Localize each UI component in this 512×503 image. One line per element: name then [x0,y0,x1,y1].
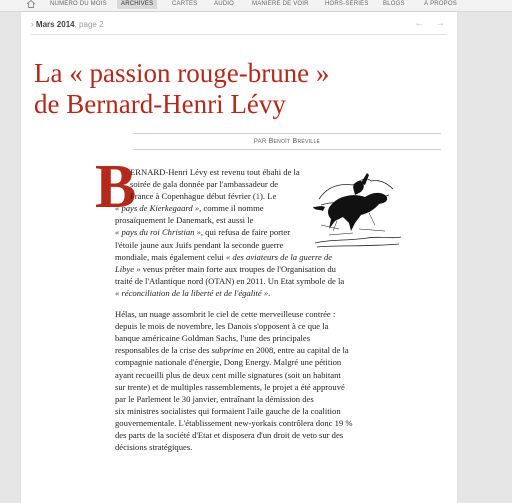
p2-line: compagnie nationale d'énergie, Dong Energy. Malgré une pétition [115,357,342,368]
footnote-link[interactable]: 1 [255,191,261,202]
article-body [115,166,445,453]
p2-line: décisions stratégiques. [115,442,193,453]
lead-smallcaps: ERNARD [130,167,166,177]
issue-date[interactable]: Mars 2014 [35,20,75,29]
paragraph-2 [115,308,445,453]
arrow-left-icon[interactable]: ← [414,18,425,29]
p1-line: , comme il nomme [199,203,264,214]
home-icon[interactable] [26,0,36,9]
p2-line: sur trente) et de multiples rassemblements, le projet a été approuvé [115,381,345,392]
p1-line: venus prêter main forte aux troupes de l'Organisation du [140,263,336,274]
nav-item-a-propos[interactable]: À PROPOS [424,1,457,7]
p2-line: responsables de la crise des [115,345,212,356]
p2-line: Hélas, un nuage assombrit le ciel de cette merveilleuse contrée : [115,309,336,320]
divider [31,34,447,35]
p1-line: l'étoile jaune aux Juifs pendant la seconde guerre [115,239,284,250]
p2-term: subprime [211,345,244,356]
p1-quote: « réconciliation de la liberté et de l'égalité » [115,287,269,298]
nav-item-audio[interactable]: AUDIO [214,1,235,7]
p2-line: depuis le mois de novembre, les Danois s'opposent à ce que la [115,321,329,332]
top-navigation [0,0,512,12]
issue-reference [31,20,104,29]
p2-line: ayant recueilli plus de deux cent mille signatures (soit un habitant [115,369,341,380]
p1-line: ). Le [260,191,277,202]
nav-item-numero-du-mois[interactable]: NUMÉRO DU MOIS [50,1,107,7]
byline-prefix: PAR [253,139,267,145]
p2-line: gouvernementale. L'établissement new-yorkais contrôlera donc 19 % [115,417,353,428]
byline [133,138,441,145]
title-line-2: de Bernard-Henri Lévy [34,89,286,119]
p1-line: . [268,287,271,298]
p1-quote: Libye » [115,263,141,274]
nav-item-maniere-de-voir[interactable]: MANIÈRE DE VOIR [252,1,309,7]
title-line-1: La « passion rouge-brune » [34,58,330,88]
arrow-right-icon[interactable]: → [435,18,445,29]
p1-line: France à Copenhague début février ( [130,191,256,202]
issue-page: , page 2 [74,20,104,29]
article-title [34,58,444,120]
byline-rule-bottom [133,149,441,150]
author-name[interactable]: Benoît Bréville [268,138,321,145]
nav-item-blogs[interactable]: BLOGS [383,1,405,7]
p1-quote: « pays du roi Christian » [115,227,201,238]
chevron-right-icon: › [31,20,34,29]
nav-item-hors-series[interactable]: HORS-SÉRIES [325,1,369,7]
nav-item-cartes[interactable]: CARTES [172,1,198,7]
p2-line: des parts de la société d'Etat et disposera d'un droit de veto sur des [115,429,344,440]
paragraph-1 [115,166,445,299]
p2-line: banque américaine Goldman Sachs, l'une des principales [115,333,311,344]
p2-line: par le Parlement le 30 janvier, entraînant la démission des [115,393,314,404]
p1-line: mondiale, mais également celui [115,251,226,262]
p1-quote: « des aviateurs de la guerre de [225,251,333,262]
p1-quote: « pays de Kierkegaard » [115,203,200,214]
pager [406,18,445,29]
p1-line: , qui refusa de faire porter [200,227,291,238]
p1-line: traité de l'Atlantique nord (OTAN) en 2011. Un Etat symbole de la [115,275,345,286]
p2-line: en 2008, entre au capital de la [243,345,349,356]
p1-line: soirée de gala donnée par l'ambassadeur de [130,179,279,190]
p1-line: prosaïquement le Danemark, est aussi le [115,215,254,226]
drop-cap: B [95,153,137,221]
p2-line: six ministres socialistes qui formaient l'aile gauche de la coalition [115,405,341,416]
p1-line: -Henri Lévy est revenu tout ébahi de la [165,167,300,177]
nav-item-archives[interactable]: ARCHIVES [117,0,157,9]
byline-rule-top [133,133,441,134]
